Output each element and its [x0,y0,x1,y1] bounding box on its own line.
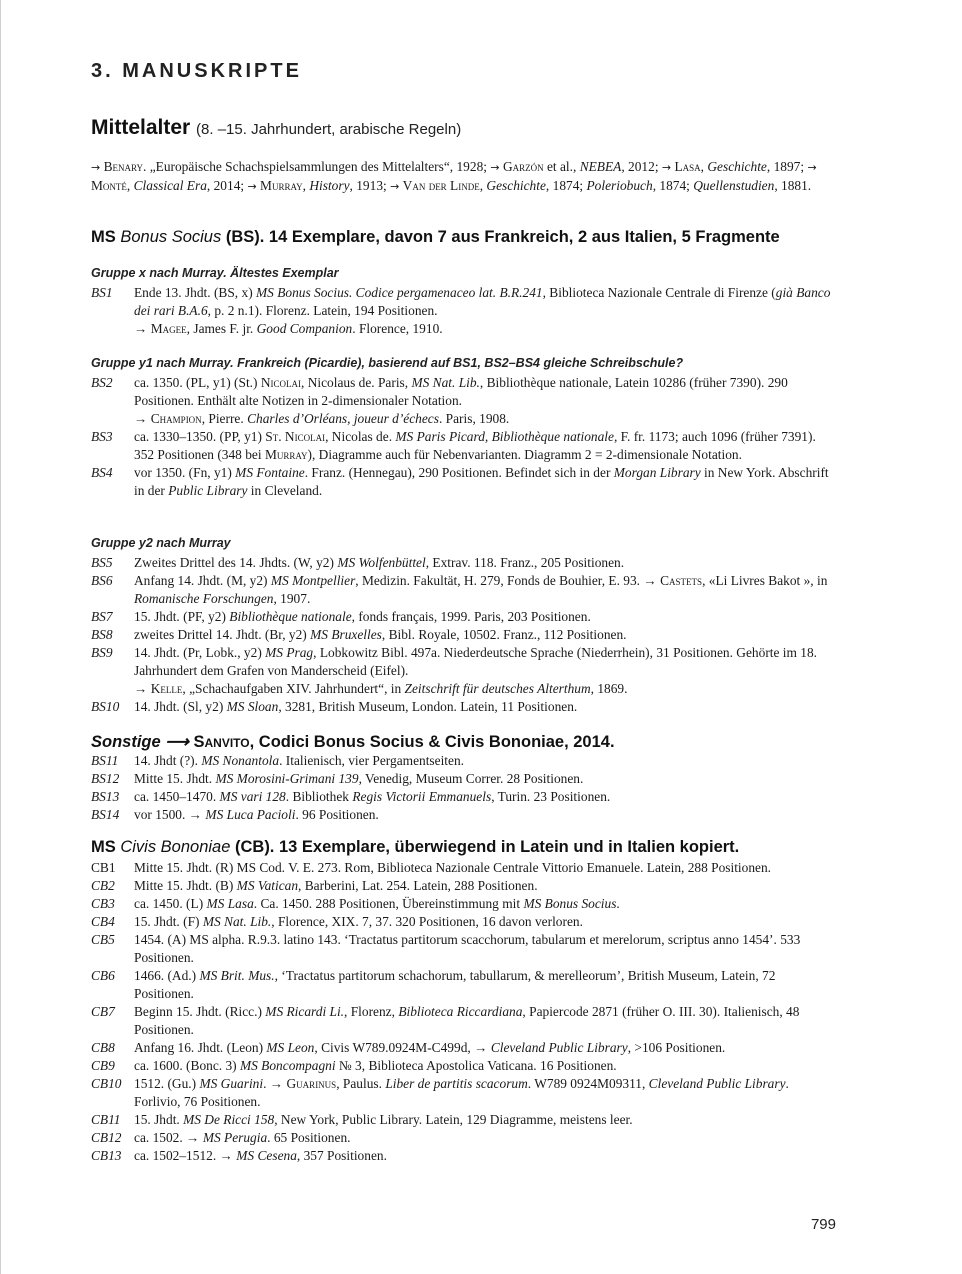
entry-bs9: BS9 14. Jhdt. (Pr, Lobk., y2) MS Prag, Lobkowitz Bibl. 497a. Niederdeutsche Sprache (Niederrhein), 31 Positionen. Gehörte im 18. Jahrhundert dem Grafen von Manderscheid (Eifel). → Kelle, „Schachaufgaben XIV. Jahrhundert“, in Zeitschrift für deutsches Alterthum, 1869. [91,644,836,698]
entry-bs6: BS6 Anfang 14. Jhdt. (M, y2) MS Montpellier, Medizin. Fakultät, H. 279, Fonds de Bouhier, E. 93. → Castets, «Li Livres Bakot », in Romanische Forschungen, 1907. [91,573,828,606]
entry-cb11: CB11 15. Jhdt. MS De Ricci 158, New York, Public Library. Latein, 129 Diagramme, meistens leer. [91,1112,633,1127]
bibliography-intro: → Benary. „Europäische Schachspielsammlungen des Mittelalters“, 1928; → Garzón et al., NEBEA, 2012; → Lasa, Geschichte, 1897; → Monté, Classical Era, 2014; → Murray, History, 1913; → Van der Linde, Geschichte, 1874; Poleriobuch, 1874; Quellenstudien, 1881. [91,159,817,193]
entry-bs7: BS7 15. Jhdt. (PF, y2) Bibliothèque nationale, fonds français, 1999. Paris, 203 Positionen. [91,609,591,624]
group-x-list [91,284,836,338]
entry-bs3: BS3 ca. 1330–1350. (PP, y1) St. Nicolai, Nicolas de. MS Paris Picard, Bibliothèque nationale, F. fr. 1173; auch 1096 (früher 7391). 352 Positionen (348 bei Murray), Diagramme auch für Nebenvarianten. Diagramm 2 = 2-dimensionale Notation. [91,429,816,462]
section-title-mittelalter [91,116,461,140]
entry-bs13: BS13 ca. 1450–1470. MS vari 128. Bibliothek Regis Victorii Emmanuels, Turin. 23 Positionen. [91,789,611,804]
entry-bs14: BS14 vor 1500. → MS Luca Pacioli. 96 Positionen. [91,807,379,822]
section-subtitle: (8. –15. Jahrhundert, arabische Regeln) [196,121,462,138]
group-y1-heading: Gruppe y1 nach Murray. Frankreich (Picardie), basierend auf BS1, BS2–BS4 gleiche Schreibschule? [91,356,684,370]
entry-bs4: BS4 vor 1350. (Fn, y1) MS Fontaine. Franz. (Hennegau), 290 Positionen. Befindet sich in der Morgan Library in New York. Abschrift in der Public Library in Cleveland. [91,465,829,498]
entry-cb10: CB10 1512. (Gu.) MS Guarini. → Guarinus, Paulus. Liber de partitis scacorum. W789 0924M09311, Cleveland Public Library. Forlivio, 76 Positionen. [91,1076,789,1109]
entry-cb2: CB2 Mitte 15. Jhdt. (B) MS Vatican, Barberini, Lat. 254. Latein, 288 Positionen. [91,878,538,893]
page-number: 799 [810,1216,836,1233]
section-title-text: Mittelalter [91,116,191,139]
entry-bs11: BS11 14. Jhdt (?). MS Nonantola. Italienisch, vier Pergamentseiten. [91,753,465,768]
heading-bonus-socius: MS Bonus Socius (BS). 14 Exemplare, davon 7 aus Frankreich, 2 aus Italien, 5 Fragmente [91,228,780,246]
entry-cb13: CB13 ca. 1502–1512. → MS Cesena, 357 Positionen. [91,1148,387,1163]
page-edge [0,0,1,1274]
civis-bononiae-list [91,859,836,1165]
heading-sonstige: Sonstige ⟶ Sanvito, Codici Bonus Socius & Civis Bononiae, 2014. [91,733,615,751]
ref-line: → Champion, Pierre. Charles d’Orléans, joueur d’échecs. Paris, 1908. [134,411,510,426]
heading-civis-bononiae: MS Civis Bononiae (CB). 13 Exemplare, überwiegend in Latein und in Italien kopiert. [91,838,740,856]
entry-cb4: CB4 15. Jhdt. (F) MS Nat. Lib., Florence, XIX. 7, 37. 320 Positionen, 16 davon verloren. [91,914,583,929]
entry-cb3: CB3 ca. 1450. (L) MS Lasa. Ca. 1450. 288 Positionen, Übereinstimmung mit MS Bonus Socius. [91,896,620,911]
entry-cb6: CB6 1466. (Ad.) MS Brit. Mus., ‘Tractatus partitorum schachorum, tabullarum, & merelleorum’, British Museum, Latein, 72 Positionen. [91,968,776,1001]
entry-bs12: BS12 Mitte 15. Jhdt. MS Morosini-Grimani 139, Venedig, Museum Correr. 28 Positionen. [91,771,584,786]
entry-bs8: BS8 zweites Drittel 14. Jhdt. (Br, y2) MS Bruxelles, Bibl. Royale, 10502. Franz., 112 Positionen. [91,627,627,642]
entry-bs1: BS1 Ende 13. Jhdt. (BS, x) MS Bonus Socius. Codice pergamenaceo lat. B.R.241, Biblioteca Nazionale Centrale di Firenze (già Banco dei rari B.A.6, p. 2 n.1). Florenz. Latein, 194 Positionen. → Magee, James F. jr. Good Companion. Florence, 1910. [91,284,836,338]
group-y1-list [91,374,836,500]
entry-cb8: CB8 Anfang 16. Jhdt. (Leon) MS Leon, Civis W789.0924M-C499d, → Cleveland Public Library, >106 Positionen. [91,1040,726,1055]
group-x-heading: Gruppe x nach Murray. Ältestes Exemplar [91,266,339,280]
entry-cb1: CB1 Mitte 15. Jhdt. (R) MS Cod. V. E. 273. Rom, Biblioteca Nazionale Centrale Vittorio Emanuele. Latein, 288 Positionen. [91,860,772,875]
ref-line: → Magee, James F. jr. Good Companion. Florence, 1910. [134,321,443,336]
entry-cb9: CB9 ca. 1600. (Bonc. 3) MS Boncompagni № 3, Biblioteca Apostolica Vaticana. 16 Positionen. [91,1058,617,1073]
entry-cb7: CB7 Beginn 15. Jhdt. (Ricc.) MS Ricardi Li., Florenz, Biblioteca Riccardiana, Papiercode 2871 (früher O. III. 30). Italienisch, 48 Positionen. [91,1004,800,1037]
entry-bs5: BS5 Zweites Drittel des 14. Jhdts. (W, y2) MS Wolfenbüttel, Extrav. 118. Franz., 205 Positionen. [91,555,625,570]
entry-cb5: CB5 1454. (A) MS alpha. R.9.3. latino 143. ‘Tractatus partitorum scacchorum, tabularum et merelorum, scriptus anno 1454’. 533 Positionen. [91,932,801,965]
group-y2-list [91,554,836,716]
entry-cb12: CB12 ca. 1502. → MS Perugia. 65 Positionen. [91,1130,351,1145]
group-y2-heading: Gruppe y2 nach Murray [91,536,231,550]
chapter-title: 3. MANUSKRIPTE [91,60,302,82]
sonstige-list [91,752,836,824]
entry-bs10: BS10 14. Jhdt. (Sl, y2) MS Sloan, 3281, British Museum, London. Latein, 11 Positionen. [91,699,578,714]
ref-line: → Kelle, „Schachaufgaben XIV. Jahrhundert“, in Zeitschrift für deutsches Alterthum, 1869. [134,681,628,696]
entry-bs2: BS2 ca. 1350. (PL, y1) (St.) Nicolai, Nicolaus de. Paris, MS Nat. Lib., Bibliothèque nationale, Latein 10286 (früher 7390). 290 Positionen. Enthält alte Notizen in 2-dimensionaler Notation. → Champion, Pierre. Charles d’Orléans, joueur d’échecs. Paris, 1908. [91,374,836,428]
